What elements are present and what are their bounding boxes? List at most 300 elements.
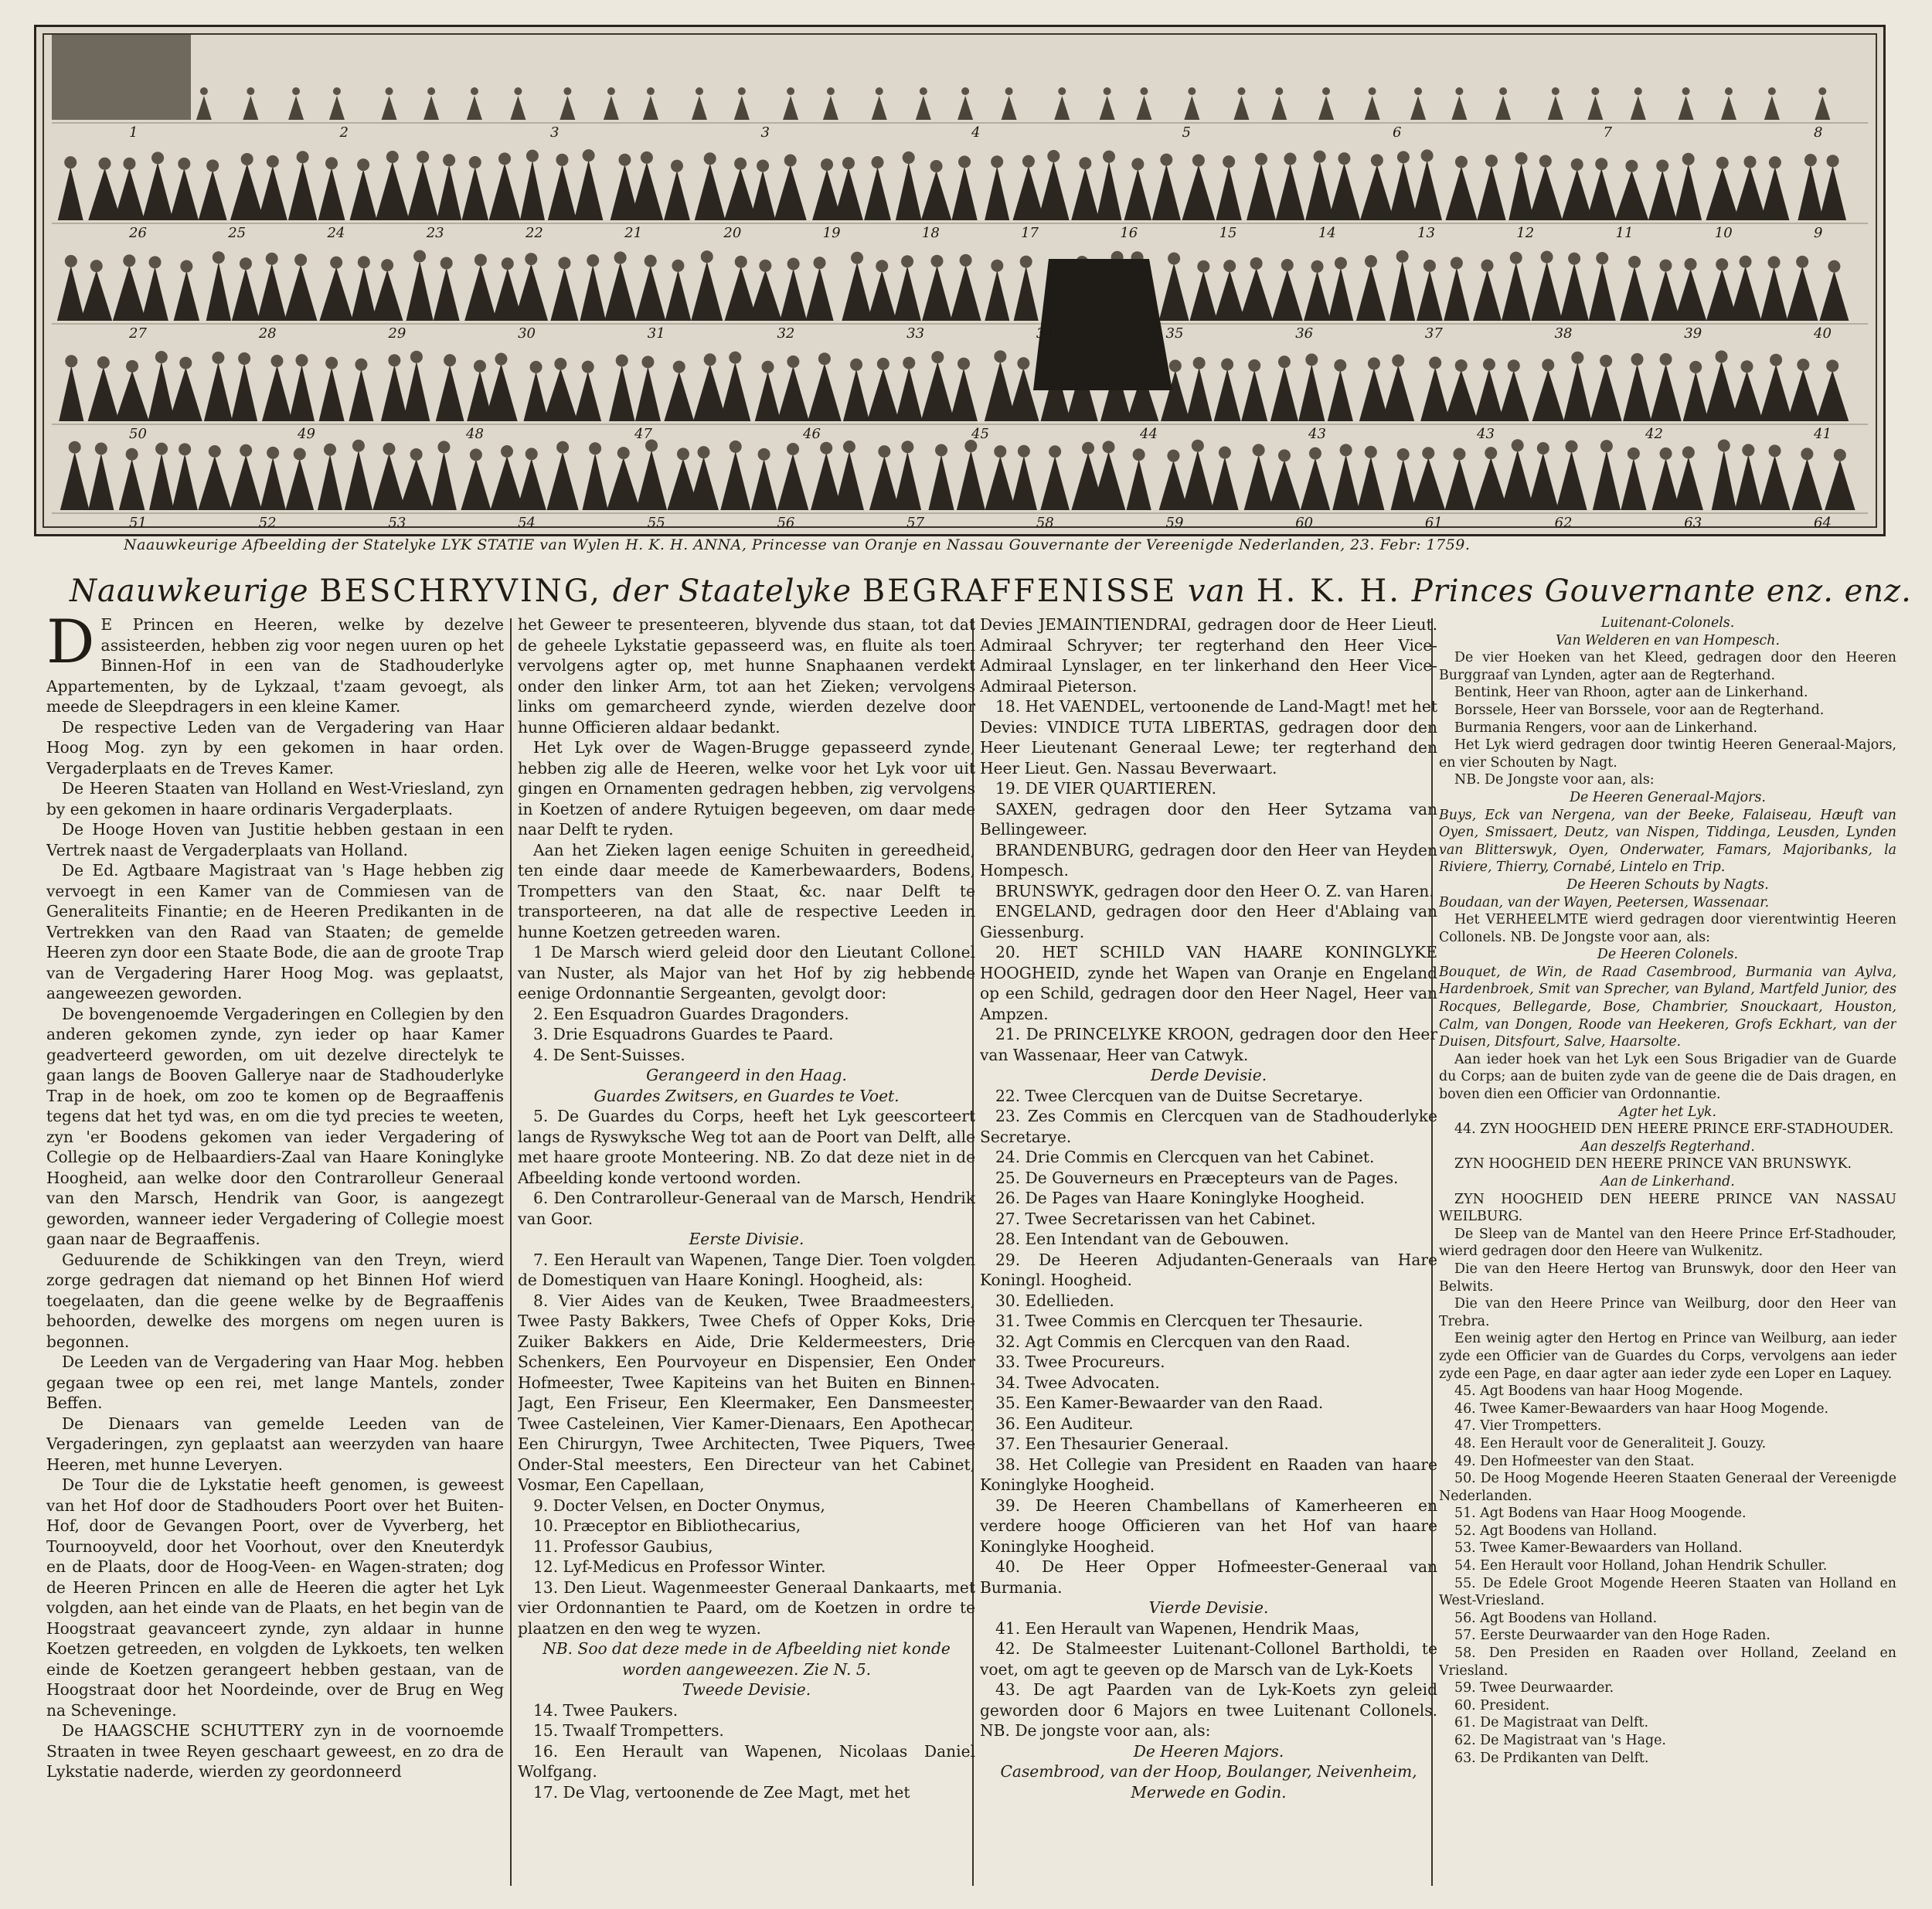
figure-number-label: 21 (624, 225, 643, 241)
procession-figure (407, 151, 439, 220)
procession-figure (517, 447, 546, 510)
procession-figure (1731, 360, 1763, 421)
list-item: 26. De Pages van Haare Koninglyke Hoogheid. (995, 1189, 1366, 1207)
figure-number-label: 3 (550, 124, 560, 141)
subheading: Aan de Linkerhand. (1600, 1174, 1735, 1189)
procession-figure (689, 446, 719, 510)
procession-figure (1760, 444, 1791, 510)
procession-figure (1675, 258, 1706, 321)
procession-figure (896, 357, 923, 421)
text-column-3 (980, 614, 1437, 1890)
subheading: Vierde Devisie. (1148, 1598, 1269, 1617)
procession-figure (231, 352, 257, 421)
procession-figure (835, 441, 864, 510)
list-item: 49. Den Hofmeester van den Staat. (1454, 1453, 1695, 1469)
procession-figure (1332, 444, 1359, 510)
procession-figure (372, 443, 405, 510)
procession-figure (284, 254, 318, 321)
procession-figure (755, 361, 781, 421)
procession-figure (1760, 256, 1787, 321)
subheading: Gerangeerd in den Haag. (646, 1066, 847, 1084)
procession-figure (1240, 257, 1273, 321)
list-item: ENGELAND, gedragen door den Heer d'Ablaing van Giessenburg. (980, 902, 1437, 941)
procession-figure (260, 447, 285, 510)
list-item: ZYN HOOGHEID DEN HEERE PRINCE VAN BRUNSWYK. (1454, 1156, 1852, 1172)
list-item: 30. Edellieden. (995, 1291, 1114, 1310)
procession-figure (1014, 256, 1039, 321)
list-item: 34. Twee Advocaten. (995, 1373, 1160, 1392)
procession-figure (1040, 445, 1070, 510)
procession-figure (515, 253, 549, 321)
paragraph: De bovengenoemde Vergaderingen en Collegien by den anderen gekomen zynde, zyn ieder op haar Kamer geadverteerd geworden, om uit dezelve directelyk te gaan langs de Booven Gallerye naar de Stadhouderlyke Trap in de hoek, om zoo te komen op de Begraaffenis tegens dat het tyd was, en om die tyd precies te weeten, zyn 'er Boodens gekomen van ieder Vergadering of Collegie op de Helbaardiers-Zaal van Haare Koninglyke Hoogheid, aan welke door den Contrarolleur Generaal van den Marsch, Hendrik van Goor, is aangezegt geworden, wanneer ieder Vergadering of Collegie moest gaan naar de Begraaffenis. (46, 1004, 504, 1248)
figure-number-label: 46 (803, 426, 821, 442)
list-item: 5. De Guardes du Corps, heeft het Lyk geescorteert langs de Ryswyksche Weg tot aan de Poort van Delft, alle met haare groote Monteering. NB. Zo dat deze niet in de Afbeelding konde vertoond worden. (518, 1107, 975, 1187)
figure-number-label: 16 (1120, 225, 1138, 241)
procession-figure (1410, 87, 1426, 120)
list-item: 41. Een Herault van Wapenen, Hendrik Maas, (995, 1618, 1360, 1638)
procession-figure (170, 158, 199, 220)
procession-figure (1152, 154, 1181, 220)
procession-figure (174, 260, 200, 321)
paragraph: Borssele, Heer van Borssele, voor aan de Regterhand. (1454, 702, 1825, 718)
procession-figure (1359, 357, 1389, 421)
procession-figure (751, 448, 777, 510)
procession-figure (664, 361, 694, 421)
procession-figure (1721, 87, 1736, 120)
figure-number-label: 4 (971, 124, 981, 141)
page-title (70, 573, 1912, 609)
paragraph: De Tour die de Lykstatie heeft genomen, is geweest van het Hof door de Stadhouders Poort over het Buiten-Hof, door de Gevangen Poort, over de Vyverberg, het Tournooyveld, door het Voorhout, over den Kneuterdyk en de Plaats, door de Hoog-Veen- en Wagen-straten; dog de Heeren Princen en alle de Heeren die agter het Lyk volgden, aan het einde van de Plaats, en het begin van de Hoogstraat geavanceert zynde, zyn aldaar in hunne Koetzen getreeden, en volgden de Lykkoets, ten welken einde de Koetzen gerangeert hebben gestaan, van de Hoogstraat door het Noordeinde, over de Brug en Weg na Scheveninge. (46, 1475, 504, 1720)
procession-figure (1674, 446, 1703, 510)
procession-figure (872, 87, 887, 120)
procession-figure (1562, 158, 1593, 220)
paragraph: De Leeden van de Vergadering van Haar Mog. hebben gegaan twee op een rei, met lange Mantels, zonder Beffen. (46, 1353, 504, 1412)
list-item: 42. De Stalmeester Luitenant-Collonel Bartholdi, te voet, om agt te geeven op de Marsch van de Lyk-Koets (980, 1639, 1437, 1679)
figure-number-label: 6 (1393, 124, 1402, 141)
paragraph: De Hooge Hoven van Justitie hebben gestaan in een Vertrek naast de Vergaderplaats van Holland. (46, 820, 504, 859)
procession-figure (1502, 252, 1531, 321)
figure-number-label: 8 (1814, 124, 1823, 141)
procession-figure (692, 87, 707, 120)
procession-figure (351, 256, 376, 321)
procession-figure (921, 160, 951, 220)
list-item: 63. De Prdikanten van Delft. (1454, 1750, 1649, 1766)
procession-figure (142, 151, 173, 220)
paragraph: Die van den Heere Hertog van Brunswyk, door den Heer van Belwits. (1439, 1261, 1896, 1295)
list-item: ZYN HOOGHEID DEN HEERE PRINCE VAN NASSAU WEILBURG. (1439, 1191, 1896, 1225)
list-item: 16. Een Herault van Wapenen, Nicolaas Daniel Wolfgang. (518, 1741, 975, 1781)
subheading: Aan deszelfs Regterhand. (1580, 1138, 1755, 1155)
list-item: 33. Twee Procureurs. (995, 1353, 1165, 1371)
paragraph: De Ed. Agtbaare Magistraat van 's Hage hebben zig vervoegt in een Kamer van de Commiesen van de Generaliteits Finantie; en de Heeren Predikanten in de Vertrekken van den Raad van Staaten; de gemelde Heeren zyn door een Staate Bode, die aan de groote Trap van de Vergadering Harer Hoog Mog. was geplaatst, aangeweezen geworden. (46, 861, 504, 1002)
figure-number-label: 54 (518, 515, 536, 531)
title-word-8: enz. enz. (1766, 573, 1912, 609)
procession-figure (1679, 87, 1694, 120)
procession-figure (548, 154, 577, 220)
figure-number-label: 64 (1814, 515, 1832, 531)
list-item: 18. Het VAENDEL, vertoonende de Land-Magt! met het Devies: VINDICE TUTA LIBERTAS, gedragen door den Heer Lieutenant Generaal Lewe; ter regterhand den Heer Lieut. Gen. Nassau Beverwaart. (980, 697, 1437, 778)
procession-figure (580, 254, 605, 321)
paragraph: Het Lyk wierd gedragen door twintig Heeren Generaal-Majors, en vier Schouten by Nagt. (1439, 737, 1896, 771)
figure-number-label: 58 (1036, 515, 1054, 531)
procession-figure (329, 87, 345, 120)
procession-figure (750, 159, 776, 220)
procession-figure (1650, 353, 1681, 421)
procession-figure (258, 155, 287, 220)
figure-number-label: 43 (1308, 426, 1326, 442)
list-item: 23. Zes Commis en Clercquen van de Stadhouderlyke Secretarye. (980, 1107, 1437, 1146)
paragraph: Bentink, Heer van Rhoon, agter aan de Linkerhand. (1454, 685, 1808, 701)
name-list: Van Welderen en van Hompesch. (1555, 632, 1780, 648)
paragraph: De Heeren Staaten van Holland en West-Vriesland, zyn by een gekomen in haare ordinaris Vergaderplaats. (46, 779, 504, 818)
procession-figure (243, 87, 258, 120)
procession-figure (1819, 260, 1849, 321)
figure-number-label: 60 (1295, 515, 1314, 531)
list-item: 8. Vier Aides van de Keuken, Twee Braadmeesters, Twee Pasty Bakkers, Twee Chefs of Opper Koks, Drie Zuiker Bakkers en Aide, Drie Keldermeesters, Drie Schenkers, Een Pourvoyeur en Dispensier, Een Onder Hofmeester, Twee Kapiteins van het Buiten en Binnen-Jagt, Een Friseur, Een Kleermaker, Een Dansmeester, Twee Casteleinen, Vier Kamer-Dienaars, Een Apothecar, Een Chirurgyn, Twee Architecten, Twee Piquers, Twee Onder-Stal meesters, Een Directeur van het Cabinet, Vosmar, Een Capellaan, (518, 1291, 975, 1494)
procession-figure (1532, 251, 1563, 321)
procession-figure (196, 87, 212, 120)
figure-number-label: 38 (1554, 325, 1573, 342)
procession-figure (1589, 252, 1616, 321)
list-item: 20. HET SCHILD VAN HAARE KONINGLYKE HOOGHEID, zynde het Wapen van Oranje en Engeland op een Schild, gedragen door den Heer Nagel, Heer van Ampzen. (980, 943, 1437, 1023)
procession-figure (1417, 260, 1443, 321)
list-item: 15. Twaalf Trompetters. (533, 1721, 724, 1740)
procession-figure (1475, 359, 1504, 421)
list-item: SAXEN, gedragen door den Heer Sytzama van Bellingeweer. (980, 799, 1437, 839)
list-item: 38. Het Collegie van President en Raaden van haare Koninglyke Hoogheid. (980, 1455, 1437, 1494)
figure-number-label: 2 (339, 124, 349, 141)
procession-figure (88, 443, 114, 510)
procession-figure (115, 360, 149, 421)
drop-cap: D (46, 614, 95, 677)
list-item: 57. Eerste Deurwaarder van den Hoge Raden. (1454, 1628, 1770, 1644)
list-item: 9. Docter Velsen, en Docter Onymus, (533, 1496, 825, 1515)
list-item: 56. Agt Boodens van Holland. (1454, 1610, 1658, 1626)
subheading: Tweede Devisie. (682, 1680, 811, 1699)
list-item: 62. De Magistraat van 's Hage. (1454, 1733, 1666, 1748)
procession-figure (1587, 158, 1616, 220)
paragraph: Een weinig agter den Hertog en Prince van Weilburg, aan ieder zyde een Officier van de Guardes du Corps, vervolgens aan ieder zyde een Page, en daar agter aan ieder zyde een Loper en Laquey. (1439, 1331, 1896, 1382)
procession-figure (1474, 447, 1508, 510)
procession-figure (1272, 259, 1303, 321)
figure-number-label: 10 (1714, 225, 1733, 241)
title-word-2: BESCHRYVING, (319, 573, 602, 609)
procession-figure (1734, 155, 1767, 220)
procession-figure (957, 87, 973, 120)
paragraph: De vier Hoeken van het Kleed, gedragen door den Heeren Burggraaf van Lynden, agter aan de Regterhand. (1439, 650, 1896, 683)
figure-number-label: 59 (1165, 515, 1184, 531)
paragraph: E Princen en Heeren, welke by dezelve assisteerden, hebben zig voor negen uuren op het Binnen-Hof in een van de Stadhouderlyke Appartementen, by de Lykzaal, t'zaam gevoegt, als meede de Sleepdragers in een kleine Kamer. (46, 615, 504, 716)
procession-figure (1186, 357, 1213, 421)
procession-figure (1587, 87, 1603, 120)
procession-figure (574, 361, 601, 421)
procession-figure (928, 444, 954, 510)
paragraph: De respective Leden van de Vergadering van Haar Hoog Mog. zyn by een gekomen in haar orden. Vergaderplaats en de Treves Kamer. (46, 717, 504, 778)
list-item: 45. Agt Boodens van haar Hoog Mogende. (1454, 1383, 1743, 1400)
figure-number-label: 56 (777, 515, 795, 531)
figure-number-label: 32 (777, 325, 795, 342)
procession-figure (1556, 441, 1587, 510)
procession-figure (609, 354, 634, 421)
procession-figure (1328, 257, 1354, 321)
procession-figure (1444, 359, 1478, 421)
procession-figure (1621, 447, 1646, 510)
procession-figure (1276, 153, 1305, 220)
procession-figure (1548, 87, 1563, 120)
figure-number-label: 63 (1684, 515, 1702, 531)
figure-number-label: 31 (647, 325, 665, 342)
procession-figure (1305, 151, 1334, 220)
procession-figure (230, 444, 262, 510)
list-item: 47. Vier Trompetters. (1454, 1418, 1602, 1434)
procession-figure (1136, 87, 1151, 120)
list-item: BRANDENBURG, gedragen door den Heer van Heyden Hompesch. (980, 840, 1437, 880)
list-item: 39. De Heeren Chambellans of Kamerheeren en verdere hooge Officieren van het Hof van haare Koninglyke Hoogheid. (980, 1496, 1437, 1556)
procession-figure (543, 358, 577, 421)
figure-number-label: 55 (647, 515, 665, 531)
procession-figure (1445, 448, 1475, 510)
procession-figure (172, 443, 197, 510)
procession-figure (467, 87, 482, 120)
paragraph: Het VERHEELMTE wierd gedragen door vierentwintig Heeren Collonels. NB. De Jongste voor aan, als: (1439, 912, 1896, 945)
procession-figure (1097, 151, 1122, 220)
procession-figure (285, 447, 314, 510)
procession-figure (318, 444, 342, 510)
procession-figure (1445, 156, 1477, 220)
procession-figure (691, 250, 723, 321)
list-item: 27. Twee Secretarissen van het Cabinet. (995, 1209, 1316, 1228)
procession-figure (149, 443, 174, 510)
procession-figure (1411, 447, 1445, 510)
procession-figure (1100, 87, 1115, 120)
list-item: 37. Een Thesaurier Generaal. (995, 1434, 1230, 1453)
list-item: 28. Een Intendant van de Gebouwen. (995, 1230, 1290, 1248)
procession-figure (148, 351, 175, 421)
procession-figure (1764, 87, 1780, 120)
procession-figure (349, 359, 373, 421)
procession-figure (382, 87, 397, 120)
procession-figure (1182, 440, 1213, 510)
procession-figure (1825, 449, 1855, 510)
figure-number-label: 19 (822, 225, 841, 241)
procession-figure (1444, 257, 1469, 321)
figure-number-label: 9 (1814, 225, 1823, 241)
figure-number-label: 18 (921, 225, 940, 241)
procession-figure (119, 448, 145, 510)
procession-figure (1651, 260, 1680, 321)
column-rule (510, 618, 512, 1886)
procession-figure (1271, 87, 1287, 120)
procession-figure (1241, 359, 1267, 421)
procession-figure (461, 448, 491, 510)
list-item: 50. De Hoog Mogende Heeren Staaten Generaal der Vereenigde Nederlanden. (1439, 1471, 1896, 1504)
procession-figure (288, 151, 317, 220)
subheading: De Heeren Schouts by Nagts. (1566, 876, 1769, 893)
procession-figure (1318, 87, 1334, 120)
list-item: 35. Een Kamer-Bewaarder van den Raad. (995, 1393, 1324, 1412)
procession-figure (1182, 154, 1215, 220)
procession-figure (894, 441, 922, 510)
figure-number-label: 50 (129, 426, 147, 442)
procession-figure (1301, 447, 1331, 510)
procession-figure (257, 253, 287, 321)
procession-figure (583, 442, 608, 510)
procession-figure (1382, 355, 1414, 421)
procession-figure (461, 156, 488, 220)
procession-figure (206, 251, 231, 321)
procession-figure (1819, 155, 1846, 220)
procession-figure (843, 359, 869, 421)
procession-figure (1159, 252, 1189, 321)
procession-figure (631, 151, 664, 220)
figure-number-label: 14 (1318, 225, 1336, 241)
procession-figure (1495, 87, 1511, 120)
list-item: 1 De Marsch wierd geleid door den Lieutant Collonel van Nuster, als Major van het Hof by zig hebbende eenige Ordonnantie Sergeanten, gevolgt door: (518, 943, 975, 1002)
procession-figure (1357, 446, 1384, 510)
procession-figure (550, 257, 578, 321)
procession-figure (59, 355, 83, 421)
paragraph: De HAAGSCHE SCHUTTERY zyn in de voornoemde Straaten in twee Reyen geschaart geweest, en zo dra de Lykstatie naderde, wierden zy geordonneerd (46, 1721, 504, 1781)
name-list: Bouquet, de Win, de Raad Casembrood, Burmania van Aylva, Hardenbroek, Smit van Sprecher, van Byland, Martfeld Junior, des Rocques, Bellegarde, Bose, Chambrier, Snouckaart, Houston, Calm, van Dongen, Roode van Heekeren, Grofs Eckhart, van der Duisen, Ditsfourt, Salve, Haarsolte. (1439, 964, 1896, 1050)
list-item: 13. Den Lieut. Wagenmeester Generaal Dankaarts, met vier Ordonnantien te Paard, om de Koetzen in ordre te plaatzen en den weg te wyzen. (518, 1577, 975, 1638)
procession-figure (523, 361, 548, 421)
procession-figure (1159, 450, 1189, 510)
procession-figure (431, 441, 457, 510)
procession-figure (643, 87, 658, 120)
procession-figure (1360, 154, 1394, 220)
procession-figure (724, 158, 757, 220)
subheading: Eerste Divisie. (689, 1230, 804, 1248)
procession-figure (1787, 256, 1818, 321)
paragraph: Het Lyk over de Wagen-Brugge gepasseerd zynde, hebben zig alle de Heeren, welke voor het Lyk voor uit gingen en Ornamenten gedragen hebben, zig vervolgens in Koetzen of andere Rytuigen begeeven, om daar mede naar Delft te ryden. (518, 738, 975, 839)
list-item: 59. Twee Deurwaarder. (1454, 1680, 1614, 1696)
procession-figure (1356, 255, 1386, 321)
list-item: 7. Een Herault van Wapenen, Tange Dier. Toen volgden de Domestiquen van Haare Koningl. Hoogheid, als: (518, 1250, 975, 1289)
title-word-7: Princes Gouvernante (1411, 573, 1756, 609)
procession-figure (1792, 447, 1823, 510)
engraving-plate (34, 25, 1886, 536)
procession-figure (1389, 250, 1415, 321)
figure-number-label: 35 (1165, 325, 1184, 342)
figure-number-label: 47 (634, 426, 652, 442)
procession-figure (1328, 359, 1353, 421)
figure-number-label: 1 (129, 124, 138, 141)
figure-number-label: 34 (1036, 325, 1054, 342)
procession-figure (1124, 158, 1152, 220)
procession-figure (1675, 153, 1702, 220)
building-facade (52, 35, 191, 120)
title-word-3: der Staatelyke (612, 573, 852, 609)
procession-figure (1412, 149, 1442, 220)
figure-number-label: 53 (388, 515, 406, 531)
figure-number-label: 40 (1814, 325, 1832, 342)
text-column-1 (46, 614, 504, 1890)
procession-figure (1501, 439, 1534, 510)
procession-figure (780, 258, 807, 321)
procession-figure (951, 254, 981, 321)
procession-figure (1189, 260, 1217, 321)
procession-figure (1451, 87, 1467, 120)
procession-figure (372, 259, 403, 321)
figure-number-label: 12 (1516, 225, 1535, 241)
procession-figure (1787, 359, 1820, 421)
procession-figure (198, 445, 231, 510)
figure-number-label: 37 (1424, 325, 1443, 342)
paragraph: NB. De Jongste voor aan, als: (1454, 772, 1655, 788)
figure-number-label: 44 (1140, 426, 1158, 442)
figure-number-label: 28 (258, 325, 277, 342)
title-word-1: Naauwkeurige (70, 573, 309, 609)
procession-figure (1216, 155, 1241, 220)
list-item: 51. Agt Bodens van Haar Hoog Moogende. (1454, 1506, 1747, 1522)
procession-figure (1054, 87, 1070, 120)
figure-number-label: 5 (1182, 124, 1191, 141)
procession-figure (1528, 442, 1559, 510)
procession-figure (1730, 256, 1761, 321)
figure-number-label: 11 (1615, 225, 1634, 241)
procession-figure (734, 87, 750, 120)
procession-figure (345, 440, 372, 510)
procession-figure (1532, 359, 1564, 421)
paragraph: Devies JEMAINTIENDRAI, gedragen door de Heer Lieut. Admiraal Schryver; ter regterhand den Heer Vice-Admiraal Lynslager, en ter linkerhand den Heer Vice-Admiraal Pieterson. (980, 615, 1437, 696)
procession-figure (1712, 439, 1736, 510)
list-item: 61. De Magistraat van Delft. (1454, 1715, 1648, 1731)
subheading: Luitenant-Colonels. (1600, 615, 1735, 631)
plate-caption: Naauwkeurige Afbeelding der Statelyke LYK STATIE van Wylen H. K. H. ANNA, Princesse van Oranje en Nassau Gouvernante der Vereenigde Nederlanden, 23. Febr: 1759. (124, 536, 1471, 553)
figure-number-label: 23 (426, 225, 444, 241)
procession-figure (381, 354, 408, 421)
procession-figure (560, 87, 575, 120)
figure-number-label: 30 (518, 325, 536, 342)
list-item: 10. Præceptor en Bibliothecarius, (533, 1516, 801, 1535)
procession-figure (1304, 260, 1331, 321)
procession-figure (1590, 355, 1622, 421)
procession-figure (1563, 352, 1591, 421)
list-item: 19. DE VIER QUARTIEREN. (995, 779, 1217, 798)
procession-figure (319, 257, 352, 321)
procession-figure (169, 357, 202, 421)
paragraph: Geduurende de Schikkingen van den Treyn, wierd zorge gedragen dat niemand op het Binnen Hof wierd toegelaaten, dan die geene welke by de Begraaffenis behoorden, dewelke des morgens om negen uuren is begonnen. (46, 1250, 504, 1351)
procession-figure (985, 445, 1015, 510)
procession-figure (1498, 359, 1529, 421)
procession-figure (262, 355, 292, 421)
procession-figure (985, 260, 1009, 321)
procession-figure (1247, 153, 1276, 220)
procession-figure (230, 153, 264, 220)
list-item: 36. Een Auditeur. (995, 1414, 1134, 1433)
procession-figure (437, 154, 461, 220)
figure-number-label: 3 (760, 124, 770, 141)
procession-figure (485, 353, 517, 421)
procession-figure (1620, 256, 1649, 321)
procession-figure (842, 252, 872, 321)
figure-number-label: 48 (466, 426, 484, 442)
text-column-2 (518, 614, 975, 1890)
procession-figure (1214, 358, 1241, 421)
procession-figure (1648, 160, 1677, 220)
procession-figure (434, 257, 460, 321)
procession-figure (1389, 151, 1417, 220)
procession-figure (232, 257, 260, 321)
procession-figure (665, 260, 692, 321)
procession-figure (985, 155, 1009, 220)
procession-figure (1011, 445, 1037, 510)
figure-number-label: 51 (129, 515, 147, 531)
figure-number-label: 29 (388, 325, 406, 342)
figure-number-label: 26 (129, 225, 147, 241)
list-item: 43. De agt Paarden van de Lyk-Koets zyn geleid geworden door 6 Majors en twee Luitenant Collonels. NB. De jongste voor aan, als: (980, 1680, 1437, 1740)
subheading: Derde Devisie. (1150, 1066, 1267, 1084)
